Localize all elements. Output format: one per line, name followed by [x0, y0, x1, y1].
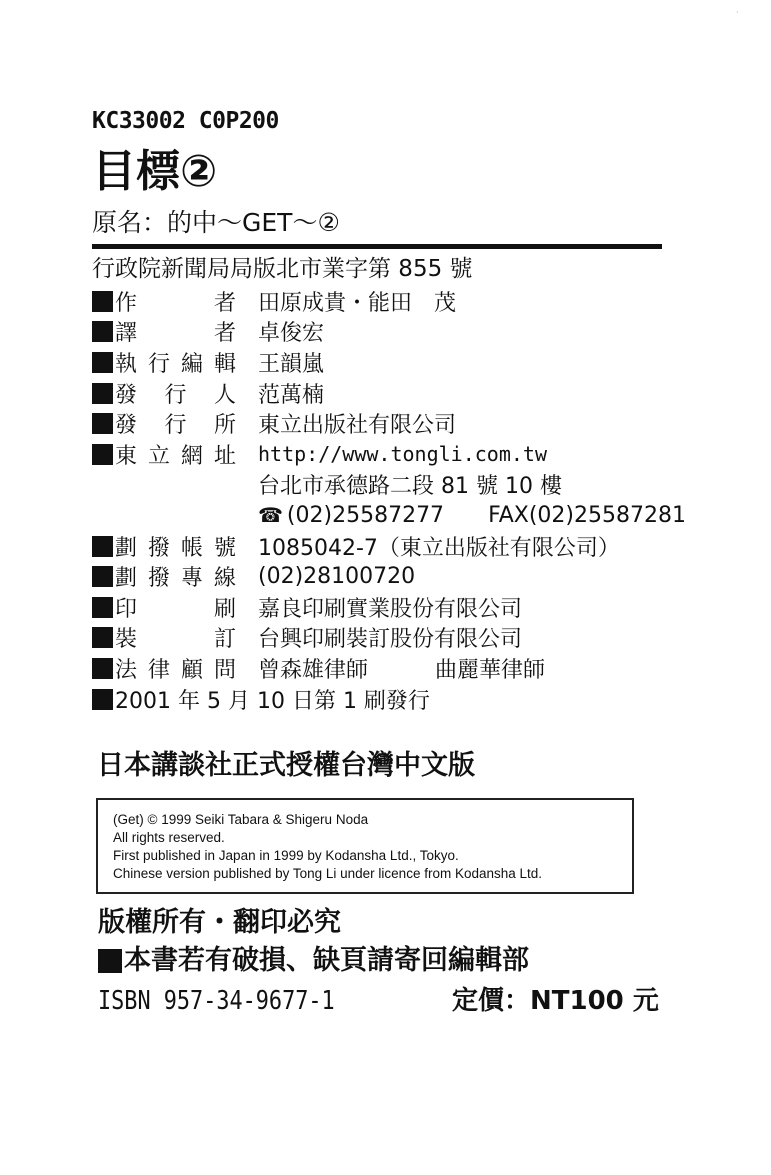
- credit-value: 卓俊宏: [258, 321, 325, 347]
- credit-label: 執行編輯: [115, 351, 236, 377]
- book-code: KC33002 C0P200: [92, 108, 279, 134]
- bullet-square-icon: [92, 444, 113, 465]
- credit-value: 田原成貴・能田 茂: [258, 290, 457, 316]
- credit-row-website: [92, 439, 672, 470]
- bullet-square-icon: [92, 689, 113, 710]
- price: 定價：NT100 元: [452, 986, 659, 1016]
- credit-value: 嘉良印刷實業股份有限公司: [258, 596, 523, 622]
- phone-number: (02)25587277: [286, 502, 445, 528]
- license-number: 行政院新聞局局版北市業字第 855 號: [92, 256, 473, 282]
- address: 台北市承德路二段 81 號 10 樓: [258, 474, 562, 500]
- bullet-square-icon: [92, 627, 113, 648]
- bullet-square-icon: [92, 658, 113, 679]
- telephone-icon: ☎: [258, 503, 283, 528]
- credits-list: [92, 286, 686, 714]
- bullet-square-icon: [92, 291, 113, 312]
- copyright-line: All rights reserved.: [113, 830, 225, 845]
- credit-row-translator: [92, 317, 672, 348]
- credit-row-publishing-house: [92, 408, 672, 439]
- copyright-box: [96, 798, 634, 894]
- credit-value: 曾森雄律師 曲麗華律師: [258, 657, 545, 683]
- book-title: 目標②: [92, 146, 218, 197]
- credit-value: 王韻嵐: [258, 351, 325, 377]
- credit-row-legal: [92, 653, 672, 684]
- credit-row-editor: [92, 347, 672, 378]
- credit-label: 發行人: [115, 382, 236, 408]
- website-url[interactable]: http://www.tongli.com.tw: [258, 442, 547, 467]
- credit-label: 印刷: [115, 596, 236, 622]
- original-title: 原名：的中～GET～②: [92, 208, 340, 237]
- bullet-square-icon: [92, 383, 113, 404]
- credit-value: 1085042-7（東立出版社有限公司）: [258, 535, 620, 561]
- credit-row-postal-account: [92, 531, 672, 562]
- credit-label: 法律顧問: [115, 657, 236, 683]
- credit-label: 劃撥專線: [115, 566, 236, 592]
- copyright-line: (Get) © 1999 Seiki Tabara & Shigeru Noda: [113, 812, 369, 827]
- credit-label: 裝訂: [115, 627, 236, 653]
- copyright-line: First published in Japan in 1999 by Kodansha Ltd., Tokyo.: [113, 848, 459, 863]
- rights-reserved: 版權所有・翻印必究: [98, 907, 341, 938]
- credit-row-edition: [92, 684, 672, 715]
- credit-row-printing: [92, 592, 672, 623]
- isbn: ISBN 957-34-9677-1: [98, 986, 335, 1016]
- credit-label: 作者: [115, 290, 236, 316]
- damage-notice: 本書若有破損、缺頁請寄回編輯部: [124, 945, 529, 976]
- bullet-square-icon: [92, 597, 113, 618]
- credit-value: 台興印刷裝訂股份有限公司: [258, 627, 523, 653]
- credit-row-contact: [92, 500, 686, 531]
- credit-value: (02)28100720: [258, 564, 416, 590]
- authorization-notice: 日本講談社正式授權台灣中文版: [97, 750, 475, 781]
- bullet-square-icon: [92, 352, 113, 373]
- credit-value: 東立出版社有限公司: [258, 413, 457, 439]
- copyright-line: Chinese version published by Tong Li under licence from Kodansha Ltd.: [113, 866, 543, 881]
- credit-row-postal-line: [92, 561, 672, 592]
- corner-mark: ·: [736, 8, 739, 17]
- bullet-square-icon: [98, 949, 122, 973]
- edition-date: 2001 年 5 月 10 日第 1 刷發行: [115, 688, 430, 714]
- credit-label: 譯者: [115, 321, 236, 347]
- header-rule: [92, 244, 662, 249]
- credit-row-address: [92, 470, 672, 501]
- bullet-square-icon: [92, 536, 113, 557]
- credit-value: 范萬楠: [258, 382, 325, 408]
- bullet-square-icon: [92, 413, 113, 434]
- credit-label: 發行所: [115, 413, 236, 439]
- bullet-square-icon: [92, 321, 113, 342]
- fax-number: FAX(02)25587281: [488, 502, 686, 528]
- credit-row-binding: [92, 623, 672, 654]
- credit-label: 劃撥帳號: [115, 535, 236, 561]
- credit-row-author: [92, 286, 672, 317]
- credit-row-publisher: [92, 378, 672, 409]
- bullet-square-icon: [92, 566, 113, 587]
- credit-label: 東立網址: [115, 443, 236, 469]
- damage-notice-row: [98, 942, 529, 980]
